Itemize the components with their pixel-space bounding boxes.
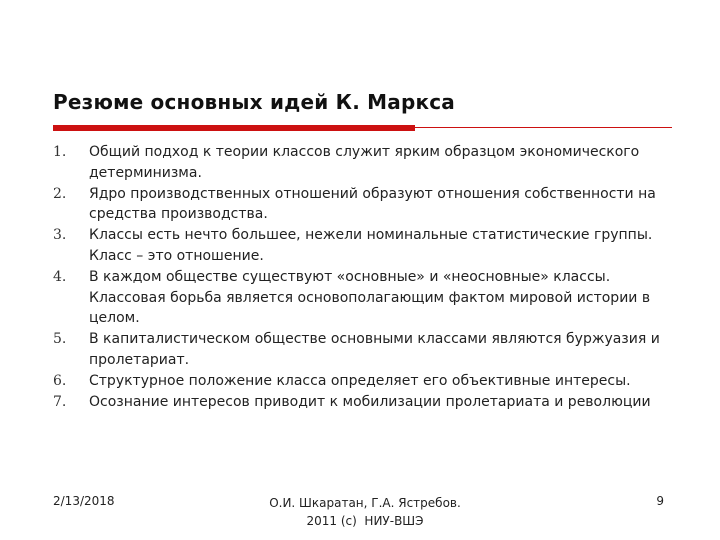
list-item bbox=[53, 392, 663, 413]
item-number: 2. bbox=[53, 185, 67, 202]
item-text: Общий подход к теории классов служит ярким образцом экономического детерминизма. bbox=[89, 144, 640, 181]
item-text: Осознание интересов приводит к мобилизации пролетариата и революции bbox=[89, 393, 651, 410]
footer-author-line2: 2011 (c) НИУ-ВШЭ bbox=[306, 514, 424, 528]
footer-page-number: 9 bbox=[656, 494, 664, 508]
list-item bbox=[53, 142, 663, 184]
title-underline-line bbox=[415, 127, 672, 128]
summary-list bbox=[53, 142, 663, 412]
item-text: В каждом обществе существуют «основные» и «неосновные» классы. Классовая борьба является основополагающим фактом мировой истории в целом. bbox=[89, 268, 651, 327]
item-text: Ядро производственных отношений образуют отношения собственности на средства производства. bbox=[89, 185, 656, 223]
list-item bbox=[53, 225, 663, 267]
list-item bbox=[53, 267, 663, 329]
list-item bbox=[53, 184, 663, 226]
item-text: В капиталистическом обществе основными классами являются буржуазия и пролетариат. bbox=[89, 331, 660, 368]
slide-title: Резюме основных идей К. Маркса bbox=[53, 90, 455, 114]
list-item bbox=[53, 329, 663, 371]
item-number: 7. bbox=[53, 393, 67, 410]
footer-author bbox=[240, 494, 490, 530]
list-item bbox=[53, 371, 663, 392]
item-text: Структурное положение класса определяет его объективные интересы. bbox=[89, 372, 631, 389]
item-number: 4. bbox=[53, 268, 67, 285]
title-underline-accent bbox=[53, 125, 415, 131]
item-text: Классы есть нечто большее, нежели номинальные статистические группы. Класс – это отношение. bbox=[89, 227, 653, 264]
item-number: 5. bbox=[53, 331, 67, 348]
footer-date: 2/13/2018 bbox=[53, 494, 115, 508]
item-number: 6. bbox=[53, 372, 67, 389]
item-number: 1. bbox=[53, 144, 67, 160]
item-number: 3. bbox=[53, 227, 67, 244]
footer-author-line1: О.И. Шкаратан, Г.А. Ястребов. bbox=[269, 496, 461, 510]
